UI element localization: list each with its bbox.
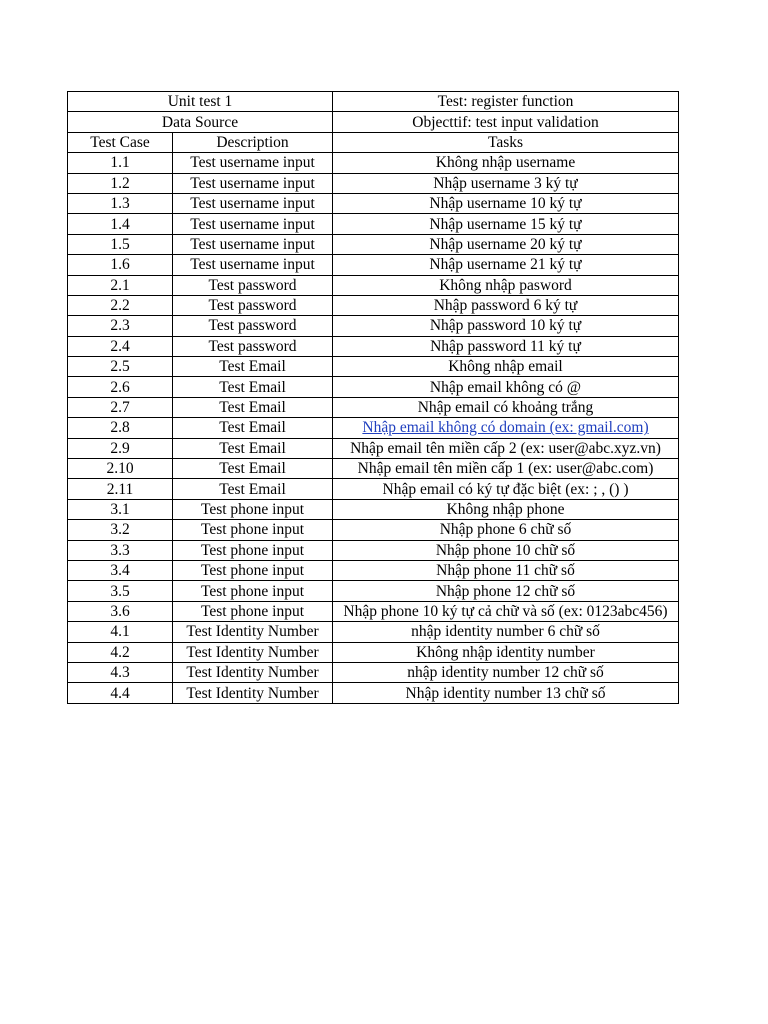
task-cell <box>333 214 679 234</box>
description-cell: Test username input <box>173 214 333 234</box>
table-row <box>68 642 679 662</box>
column-header-description: Description <box>173 132 333 152</box>
task-text: Nhập phone 12 chữ số <box>435 582 576 600</box>
table-row <box>68 560 679 580</box>
task-cell <box>333 683 679 703</box>
description-cell: Test Identity Number <box>173 662 333 682</box>
description-cell: Test Email <box>173 357 333 377</box>
table-row <box>68 479 679 499</box>
task-cell <box>333 622 679 642</box>
task-text: nhập identity number 6 chữ số <box>411 623 600 641</box>
test-name-cell: Test: register function <box>333 92 679 112</box>
task-text: Nhập email có khoảng trắng <box>417 399 594 417</box>
table-row <box>68 173 679 193</box>
test-case-id-cell: 1.2 <box>68 173 173 193</box>
table-row <box>68 255 679 275</box>
objective-cell: Objecttif: test input validation <box>333 112 679 132</box>
test-case-id-cell: 2.9 <box>68 438 173 458</box>
test-case-id-cell: 2.6 <box>68 377 173 397</box>
description-cell: Test Email <box>173 397 333 417</box>
task-text: Nhập username 20 ký tự <box>429 235 582 253</box>
table-row <box>68 336 679 356</box>
task-cell <box>333 560 679 580</box>
test-case-id-cell: 4.1 <box>68 622 173 642</box>
task-text: Nhập email không có @ <box>429 378 582 396</box>
test-case-id-cell: 2.8 <box>68 418 173 438</box>
table-row <box>68 499 679 519</box>
task-cell <box>333 397 679 417</box>
task-cell <box>333 540 679 560</box>
task-cell <box>333 336 679 356</box>
test-case-table <box>67 91 679 704</box>
table-row <box>68 357 679 377</box>
task-text: Nhập password 6 ký tự <box>433 297 578 315</box>
description-cell: Test password <box>173 336 333 356</box>
test-case-id-cell: 4.2 <box>68 642 173 662</box>
table-row <box>68 662 679 682</box>
table-row <box>68 316 679 336</box>
task-text: Không nhập pasword <box>439 276 572 294</box>
task-text: Nhập username 15 ký tự <box>429 215 582 233</box>
task-cell <box>333 499 679 519</box>
description-cell: Test Email <box>173 418 333 438</box>
unit-test-cell: Unit test 1 <box>68 92 333 112</box>
description-cell: Test Email <box>173 479 333 499</box>
test-case-id-cell: 3.5 <box>68 581 173 601</box>
description-cell: Test Identity Number <box>173 642 333 662</box>
description-cell: Test password <box>173 275 333 295</box>
task-cell <box>333 581 679 601</box>
column-header-tasks: Tasks <box>333 132 679 152</box>
task-link[interactable]: Nhập email không có domain (ex: gmail.com) <box>362 419 649 437</box>
task-cell <box>333 316 679 336</box>
test-case-id-cell: 2.2 <box>68 295 173 315</box>
description-cell: Test phone input <box>173 581 333 601</box>
task-text: Nhập username 21 ký tự <box>429 256 582 274</box>
description-cell: Test username input <box>173 193 333 213</box>
description-cell: Test Email <box>173 377 333 397</box>
task-cell <box>333 234 679 254</box>
table-row <box>68 193 679 213</box>
description-cell: Test Identity Number <box>173 683 333 703</box>
task-text: Không nhập username <box>435 154 576 172</box>
task-cell <box>333 479 679 499</box>
test-case-id-cell: 1.1 <box>68 153 173 173</box>
table-row <box>68 520 679 540</box>
test-case-id-cell: 3.4 <box>68 560 173 580</box>
description-cell: Test phone input <box>173 560 333 580</box>
description-cell: Test username input <box>173 234 333 254</box>
task-text: nhập identity number 12 chữ số <box>407 664 604 682</box>
task-text: Nhập email có ký tự đặc biệt (ex: ; , () ) <box>382 480 629 498</box>
column-header-test-case: Test Case <box>68 132 173 152</box>
task-cell <box>333 255 679 275</box>
task-cell <box>333 418 679 438</box>
description-cell: Test username input <box>173 255 333 275</box>
task-cell <box>333 662 679 682</box>
test-case-table-body <box>68 92 679 704</box>
task-cell <box>333 275 679 295</box>
task-text: Nhập password 11 ký tự <box>430 337 581 355</box>
table-row <box>68 438 679 458</box>
task-text: Nhập phone 6 chữ số <box>439 521 572 539</box>
header-row-unit-test <box>68 92 679 112</box>
test-case-id-cell: 1.6 <box>68 255 173 275</box>
test-case-id-cell: 2.7 <box>68 397 173 417</box>
header-row-data-source <box>68 112 679 132</box>
task-cell <box>333 173 679 193</box>
task-text: Không nhập phone <box>446 501 565 518</box>
task-text: Không nhập email <box>448 358 563 376</box>
task-cell <box>333 295 679 315</box>
test-case-id-cell: 2.3 <box>68 316 173 336</box>
test-case-id-cell: 1.3 <box>68 193 173 213</box>
description-cell: Test Identity Number <box>173 622 333 642</box>
test-case-id-cell: 3.3 <box>68 540 173 560</box>
description-cell: Test phone input <box>173 499 333 519</box>
table-row <box>68 234 679 254</box>
description-cell: Test username input <box>173 173 333 193</box>
table-row <box>68 622 679 642</box>
test-case-id-cell: 4.3 <box>68 662 173 682</box>
task-cell <box>333 438 679 458</box>
task-text: Nhập phone 10 chữ số <box>435 541 576 559</box>
task-cell <box>333 153 679 173</box>
task-text: Nhập username 10 ký tự <box>429 195 582 213</box>
task-text: Nhập email tên miền cấp 2 (ex: user@abc.xyz.vn) <box>350 439 661 457</box>
test-case-id-cell: 2.4 <box>68 336 173 356</box>
test-case-id-cell: 3.6 <box>68 601 173 621</box>
test-case-id-cell: 2.11 <box>68 479 173 499</box>
description-cell: Test phone input <box>173 601 333 621</box>
task-cell <box>333 193 679 213</box>
description-cell: Test phone input <box>173 520 333 540</box>
description-cell: Test Email <box>173 459 333 479</box>
description-cell: Test username input <box>173 153 333 173</box>
column-header-row <box>68 132 679 152</box>
table-row <box>68 397 679 417</box>
task-cell <box>333 377 679 397</box>
test-case-id-cell: 3.1 <box>68 499 173 519</box>
test-case-id-cell: 1.5 <box>68 234 173 254</box>
task-text: Nhập phone 11 chữ số <box>436 562 575 580</box>
test-case-id-cell: 2.1 <box>68 275 173 295</box>
test-case-id-cell: 4.4 <box>68 683 173 703</box>
table-row <box>68 540 679 560</box>
test-case-id-cell: 2.10 <box>68 459 173 479</box>
task-text: Nhập username 3 ký tự <box>433 174 578 192</box>
description-cell: Test Email <box>173 438 333 458</box>
task-cell <box>333 459 679 479</box>
table-row <box>68 275 679 295</box>
test-case-id-cell: 3.2 <box>68 520 173 540</box>
description-cell: Test password <box>173 295 333 315</box>
table-row <box>68 459 679 479</box>
task-text: Nhập phone 10 ký tự cả chữ và số (ex: 0123abc456) <box>343 602 668 620</box>
table-row <box>68 377 679 397</box>
test-case-id-cell: 2.5 <box>68 357 173 377</box>
task-text: Nhập email tên miền cấp 1 (ex: user@abc.com) <box>357 460 654 478</box>
data-source-cell: Data Source <box>68 112 333 132</box>
task-cell <box>333 357 679 377</box>
table-row <box>68 601 679 621</box>
table-row <box>68 295 679 315</box>
table-row <box>68 418 679 438</box>
task-text: Nhập identity number 13 chữ số <box>405 684 606 702</box>
task-cell <box>333 601 679 621</box>
description-cell: Test password <box>173 316 333 336</box>
table-row <box>68 214 679 234</box>
description-cell: Test phone input <box>173 540 333 560</box>
task-text: Không nhập identity number <box>416 643 595 661</box>
table-row <box>68 581 679 601</box>
test-case-id-cell: 1.4 <box>68 214 173 234</box>
table-row <box>68 153 679 173</box>
task-cell <box>333 520 679 540</box>
task-text: Nhập password 10 ký tự <box>429 317 582 335</box>
table-row <box>68 683 679 703</box>
task-cell <box>333 642 679 662</box>
